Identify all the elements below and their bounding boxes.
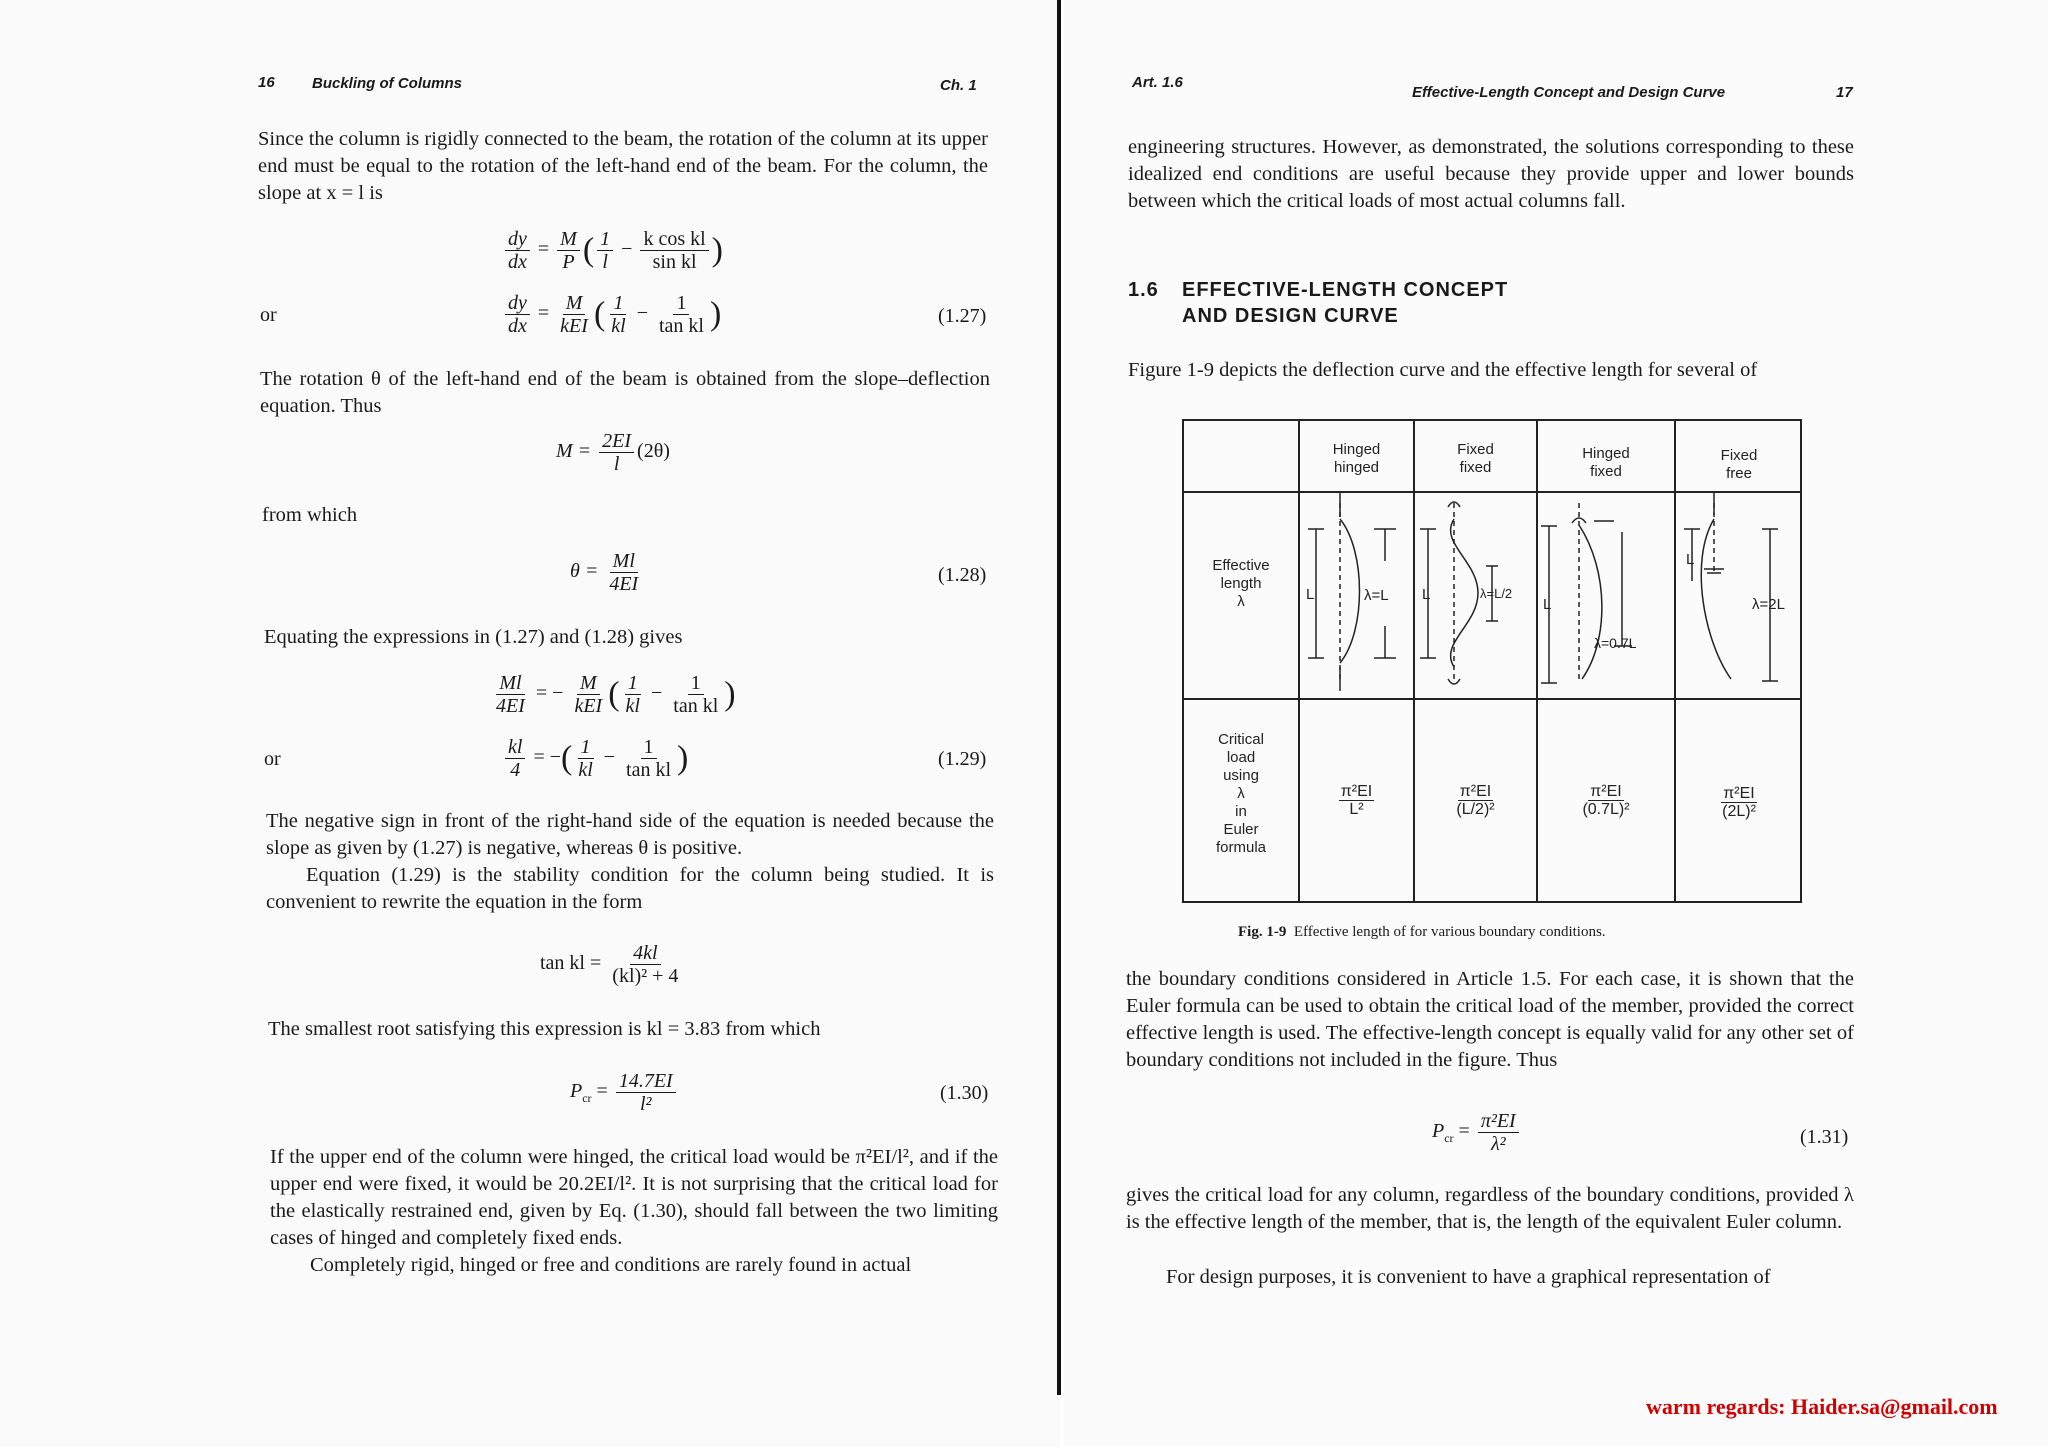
left-paragraph-6: The smallest root satisfying this expression is kl = 3.83 from which <box>268 1018 821 1040</box>
equation-number-1-27: (1.27) <box>938 305 987 327</box>
figure-1-9-table <box>1182 419 1802 903</box>
right-paragraph-5: For design purposes, it is convenient to have a graphical representation of <box>1166 1266 1771 1288</box>
or-label-1: or <box>260 304 277 326</box>
from-which-text: from which <box>262 504 358 526</box>
right-paragraph-4: gives the critical load for any column, regardless of the boundary conditions, provided λ is the effective length of the member, that is, the length of the equivalent Euler column. <box>1126 1184 1854 1233</box>
figure-caption: Fig. 1-9 Effective length of for various boundary conditions. <box>1238 924 1606 940</box>
left-paragraph-5: Equation (1.29) is the stability condition for the column being studied. It is convenient to rewrite the equation in the form <box>266 864 994 913</box>
slope-equation: $\frac{dy}{dx}$ = $\frac{M}{P}$ ( $\frac{1}{l}$ − $\frac{\text{k cos kl}}{\text{sin kl}}$ ) <box>502 228 723 273</box>
length-label-3: L <box>1543 596 1552 613</box>
effective-length-hinged-fixed: λ=0.7L <box>1594 635 1637 651</box>
euler-formula-fixed-free: π²EI (2L)² <box>1722 785 1756 820</box>
right-paragraph-3: the boundary conditions considered in Article 1.5. For each case, it is shown that the Euler formula can be used to obtain the critical load of the member, provided the correct effective length is used. The effective-length concept is equally valid for any other set of boundary conditions not included in the figure. Thus <box>1126 968 1854 1071</box>
length-label-1: L <box>1306 586 1315 603</box>
deflection-sketches <box>1184 421 1804 905</box>
section-title-line-2: AND DESIGN CURVE <box>1182 305 1399 327</box>
left-paragraph-2: The rotation θ of the left-hand end of the beam is obtained from the slope–deflection equation. Thus <box>260 368 990 417</box>
sketch-hinged-fixed <box>1541 503 1632 683</box>
article-label: Art. 1.6 <box>1132 74 1183 91</box>
effective-length-fixed-fixed: λ=L/2 <box>1480 586 1513 601</box>
regards-signature: warm regards: Haider.sa@gmail.com <box>1646 1394 1998 1419</box>
row-label-effective-length: Effective length λ <box>1212 557 1270 610</box>
euler-formula-hinged-hinged: π²EI L² <box>1340 783 1373 818</box>
left-paragraph-7: If the upper end of the column were hinged, the critical load would be π²EI/l², and if the upper end were fixed, it would be 20.2EI/l². It is not surprising that the critical load for the elastically restrained end, given by Eq. (1.30), should fall between the two limiting cases of hinged and completely fixed ends. <box>270 1146 998 1249</box>
tangent-equation: tan kl = $\frac{4kl}{\text{(kl)² + 4}}$ <box>540 942 679 987</box>
effective-length-hinged-hinged: λ=L <box>1364 587 1389 604</box>
equation-1-30: $P_{cr}$ = $\frac{14.7EI}{\text{l²}}$ <box>570 1070 679 1115</box>
or-label-2: or <box>264 748 281 770</box>
col-header-fixed-fixed: Fixed fixed <box>1457 441 1494 476</box>
left-paragraph-4: The negative sign in front of the right-hand side of the equation is needed because the slope as given by (1.27) is negative, whereas θ is positive. <box>266 810 994 859</box>
sketch-fixed-free <box>1684 493 1778 681</box>
left-paragraph-8: Completely rigid, hinged or free and conditions are rarely found in actual <box>310 1254 912 1276</box>
effective-length-fixed-free: λ=2L <box>1752 596 1785 613</box>
length-label-2: L <box>1422 586 1431 603</box>
row-label-critical-load: Critical load using λ in Euler formula <box>1215 731 1267 856</box>
right-running-title: Effective-Length Concept and Design Curve <box>1412 84 1726 101</box>
euler-formula-fixed-fixed: π²EI (L/2)² <box>1456 783 1495 818</box>
col-header-fixed-free: Fixed free <box>1720 447 1758 482</box>
equation-number-1-28: (1.28) <box>938 564 987 586</box>
col-header-hinged-fixed: Hinged fixed <box>1582 445 1630 480</box>
moment-equation: M = $\frac{2EI}{l}$ (2θ) <box>556 430 670 475</box>
combined-equation: $\frac{Ml}{4EI}$ = − $\frac{M}{\text{kEI}}$ ( $\frac{1}{kl}$ − $\frac{1}{\text{tan kl}}$ ) <box>496 672 736 717</box>
left-paragraph-3: Equating the expressions in (1.27) and (1.28) gives <box>264 626 683 648</box>
equation-1-28: θ = $\frac{Ml}{4EI}$ <box>570 550 639 595</box>
section-number: 1.6 <box>1128 279 1159 301</box>
equation-1-31: $P_{cr}$ = $\frac{\text{π²EI}}{\text{λ²}}$ <box>1432 1110 1522 1155</box>
col-header-hinged-hinged: Hinged hinged <box>1332 441 1381 476</box>
equation-number-1-31: (1.31) <box>1800 1126 1849 1148</box>
length-label-4: L <box>1686 551 1695 568</box>
left-running-title: Buckling of Columns <box>312 75 462 92</box>
section-title-line-1: EFFECTIVE-LENGTH CONCEPT <box>1182 279 1509 301</box>
equation-number-1-29: (1.29) <box>938 748 987 770</box>
right-page-number: 17 <box>1836 84 1853 101</box>
equation-1-27: $\frac{dy}{dx}$ = $\frac{M}{\text{kEI}}$ ( $\frac{1}{kl}$ − $\frac{1}{\text{tan kl}}$ ) <box>502 292 721 337</box>
euler-formula-hinged-fixed: π²EI (0.7L)² <box>1582 783 1630 818</box>
equation-1-29: $\frac{kl}{4}$ = −( $\frac{1}{kl}$ − $\frac{1}{\text{tan kl}}$ ) <box>502 736 688 781</box>
book-spine <box>1057 0 1061 1395</box>
left-paragraph-1: Since the column is rigidly connected to the beam, the rotation of the column at its upper end must be equal to the rotation of the left-hand end of the beam. For the column, the slope at x = l is <box>258 128 988 204</box>
left-page-number: 16 <box>258 74 275 91</box>
equation-number-1-30: (1.30) <box>940 1082 989 1104</box>
chapter-label: Ch. 1 <box>940 77 977 94</box>
right-paragraph-1: engineering structures. However, as demonstrated, the solutions corresponding to these idealized end conditions are useful because they provide upper and lower bounds between which the critical loads of most actual columns fall. <box>1128 136 1854 212</box>
right-paragraph-2: Figure 1-9 depicts the deflection curve and the effective length for several of <box>1128 359 1758 381</box>
